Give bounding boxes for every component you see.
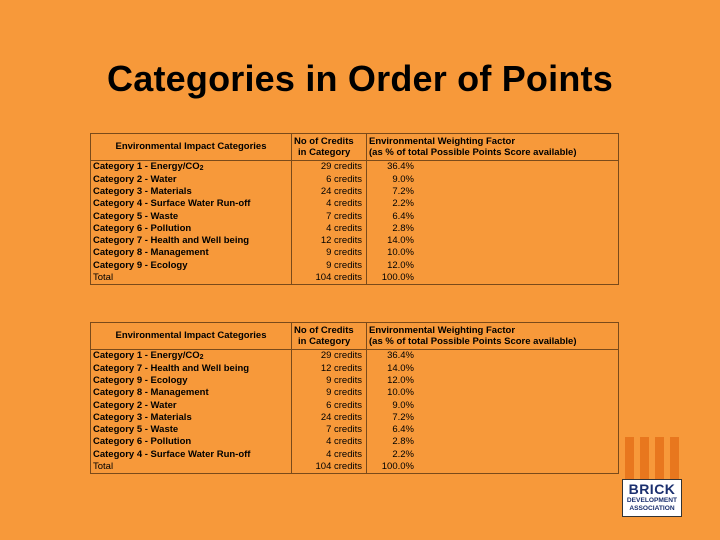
category-label: Category 7 - Health and Well being bbox=[93, 235, 250, 247]
category-cell bbox=[91, 259, 292, 271]
credits-cell: 9 credits bbox=[292, 387, 367, 399]
category-cell bbox=[91, 350, 292, 363]
header-credits-line2: in Category bbox=[298, 147, 351, 158]
factor-cell bbox=[367, 161, 619, 174]
factor-cell bbox=[367, 173, 619, 185]
factor-value: 36.4% bbox=[387, 161, 414, 173]
logo-name: BRICK bbox=[628, 481, 676, 497]
factor-cell bbox=[367, 399, 619, 411]
credits-cell: 4 credits bbox=[292, 448, 367, 460]
logo-text-box bbox=[622, 479, 682, 517]
category-label: Category 2 - Water bbox=[93, 399, 177, 411]
factor-cell bbox=[367, 259, 619, 271]
category-label: Category 1 - Energy/CO bbox=[93, 350, 200, 362]
category-cell bbox=[91, 362, 292, 374]
factor-cell bbox=[367, 198, 619, 210]
category-label: Category 8 - Management bbox=[93, 387, 209, 399]
factor-value: 7.2% bbox=[392, 185, 414, 197]
credits-cell: 6 credits bbox=[292, 399, 367, 411]
header-factor-line2: (as % of total Possible Points Score available) bbox=[369, 147, 577, 158]
table-row bbox=[91, 259, 619, 271]
total-label: Total bbox=[91, 461, 292, 474]
total-credits: 104 credits bbox=[292, 461, 367, 474]
factor-cell bbox=[367, 222, 619, 234]
logo-bar bbox=[655, 437, 664, 479]
factor-cell bbox=[367, 186, 619, 198]
category-cell bbox=[91, 448, 292, 460]
logo-line2: ASSOCIATION bbox=[629, 504, 675, 512]
category-cell bbox=[91, 399, 292, 411]
category-cell bbox=[91, 161, 292, 174]
total-factor-cell bbox=[367, 461, 619, 474]
header-factor-line1: Environmental Weighting Factor bbox=[369, 135, 516, 147]
logo-bar bbox=[670, 437, 679, 479]
factor-value: 14.0% bbox=[387, 235, 414, 247]
credits-cell: 24 credits bbox=[292, 411, 367, 423]
category-cell bbox=[91, 173, 292, 185]
factor-cell bbox=[367, 375, 619, 387]
category-label: Category 5 - Waste bbox=[93, 210, 179, 222]
category-label: Category 9 - Ecology bbox=[93, 374, 188, 386]
factor-cell bbox=[367, 350, 619, 363]
factor-value: 36.4% bbox=[387, 350, 414, 362]
factor-value: 2.2% bbox=[392, 198, 414, 210]
logo-line1: DEVELOPMENT bbox=[626, 497, 678, 504]
table-row bbox=[91, 173, 619, 185]
category-label: Category 8 - Management bbox=[93, 247, 209, 259]
factor-value: 10.0% bbox=[387, 387, 414, 399]
logo-bar bbox=[625, 437, 634, 479]
credits-cell: 6 credits bbox=[292, 173, 367, 185]
table-row bbox=[91, 350, 619, 363]
total-factor-cell bbox=[367, 272, 619, 285]
header-credits-line2: in Category bbox=[298, 336, 351, 347]
credits-cell: 24 credits bbox=[292, 186, 367, 198]
total-factor: 100.0% bbox=[381, 461, 414, 473]
factor-value: 12.0% bbox=[387, 259, 414, 271]
factor-value: 2.8% bbox=[392, 222, 414, 234]
table2-body bbox=[91, 350, 619, 474]
table-total-row bbox=[91, 461, 619, 474]
table-total-row bbox=[91, 272, 619, 285]
table-row bbox=[91, 387, 619, 399]
credits-cell: 9 credits bbox=[292, 375, 367, 387]
header-categories: Environmental Impact Categories bbox=[91, 134, 292, 161]
logo-bars-icon bbox=[622, 437, 682, 479]
category-cell bbox=[91, 424, 292, 436]
factor-cell bbox=[367, 210, 619, 222]
credits-cell: 4 credits bbox=[292, 222, 367, 234]
category-cell bbox=[91, 222, 292, 234]
table-row bbox=[91, 399, 619, 411]
header-credits-line1: No of Credits bbox=[294, 324, 354, 336]
category-cell bbox=[91, 210, 292, 222]
table-row bbox=[91, 362, 619, 374]
factor-cell bbox=[367, 235, 619, 247]
header-factor-line1: Environmental Weighting Factor bbox=[369, 324, 516, 336]
category-label: Category 4 - Surface Water Run-off bbox=[93, 198, 251, 210]
header-categories: Environmental Impact Categories bbox=[91, 323, 292, 350]
category-cell bbox=[91, 411, 292, 423]
factor-value: 9.0% bbox=[392, 399, 414, 411]
category-label: Category 3 - Materials bbox=[93, 411, 192, 423]
table-row bbox=[91, 186, 619, 198]
header-factor bbox=[367, 323, 619, 350]
category-label: Category 1 - Energy/CO bbox=[93, 161, 200, 173]
table-row bbox=[91, 247, 619, 259]
table-row bbox=[91, 198, 619, 210]
category-label: Category 3 - Materials bbox=[93, 185, 192, 197]
header-factor bbox=[367, 134, 619, 161]
category-cell bbox=[91, 387, 292, 399]
factor-cell bbox=[367, 247, 619, 259]
category-label: Category 6 - Pollution bbox=[93, 222, 192, 234]
header-factor-line2: (as % of total Possible Points Score available) bbox=[369, 336, 577, 347]
category-cell bbox=[91, 247, 292, 259]
credits-cell: 7 credits bbox=[292, 210, 367, 222]
header-credits bbox=[292, 323, 367, 350]
credits-cell: 29 credits bbox=[292, 161, 367, 174]
table-row bbox=[91, 375, 619, 387]
brick-development-association-logo bbox=[622, 437, 682, 517]
category-subscript: 2 bbox=[199, 354, 204, 362]
factor-value: 9.0% bbox=[392, 173, 414, 185]
category-cell bbox=[91, 375, 292, 387]
credits-cell: 29 credits bbox=[292, 350, 367, 363]
factor-value: 14.0% bbox=[387, 362, 414, 374]
credits-cell: 9 credits bbox=[292, 247, 367, 259]
total-credits: 104 credits bbox=[292, 272, 367, 285]
factor-cell bbox=[367, 436, 619, 448]
factor-value: 7.2% bbox=[392, 411, 414, 423]
factor-value: 6.4% bbox=[392, 210, 414, 222]
table-row bbox=[91, 161, 619, 174]
factor-cell bbox=[367, 387, 619, 399]
table-row bbox=[91, 436, 619, 448]
category-label: Category 2 - Water bbox=[93, 173, 177, 185]
category-cell bbox=[91, 235, 292, 247]
table-row bbox=[91, 210, 619, 222]
credits-cell: 4 credits bbox=[292, 198, 367, 210]
category-cell bbox=[91, 198, 292, 210]
table1-body bbox=[91, 161, 619, 285]
factor-cell bbox=[367, 424, 619, 436]
table-row bbox=[91, 448, 619, 460]
factor-cell bbox=[367, 411, 619, 423]
credits-cell: 12 credits bbox=[292, 235, 367, 247]
factor-cell bbox=[367, 448, 619, 460]
slide-title: Categories in Order of Points bbox=[107, 58, 613, 99]
factor-value: 6.4% bbox=[392, 424, 414, 436]
category-label: Category 9 - Ecology bbox=[93, 259, 188, 271]
table-row bbox=[91, 235, 619, 247]
header-credits-line1: No of Credits bbox=[294, 135, 354, 147]
header-credits bbox=[292, 134, 367, 161]
factor-value: 2.2% bbox=[392, 448, 414, 460]
weighting-table-by-category bbox=[90, 133, 619, 285]
category-label: Category 7 - Health and Well being bbox=[93, 362, 250, 374]
category-label: Category 6 - Pollution bbox=[93, 436, 192, 448]
category-subscript: 2 bbox=[199, 165, 204, 173]
factor-value: 12.0% bbox=[387, 374, 414, 386]
table-row bbox=[91, 411, 619, 423]
credits-cell: 9 credits bbox=[292, 259, 367, 271]
factor-cell bbox=[367, 362, 619, 374]
total-label: Total bbox=[91, 272, 292, 285]
credits-cell: 12 credits bbox=[292, 362, 367, 374]
table-row bbox=[91, 424, 619, 436]
credits-cell: 7 credits bbox=[292, 424, 367, 436]
table-row bbox=[91, 222, 619, 234]
factor-value: 2.8% bbox=[392, 436, 414, 448]
category-label: Category 4 - Surface Water Run-off bbox=[93, 448, 251, 460]
category-label: Category 5 - Waste bbox=[93, 424, 179, 436]
credits-cell: 4 credits bbox=[292, 436, 367, 448]
logo-bar bbox=[640, 437, 649, 479]
weighting-table-by-points bbox=[90, 322, 619, 474]
category-cell bbox=[91, 186, 292, 198]
factor-value: 10.0% bbox=[387, 247, 414, 259]
total-factor: 100.0% bbox=[381, 272, 414, 284]
category-cell bbox=[91, 436, 292, 448]
